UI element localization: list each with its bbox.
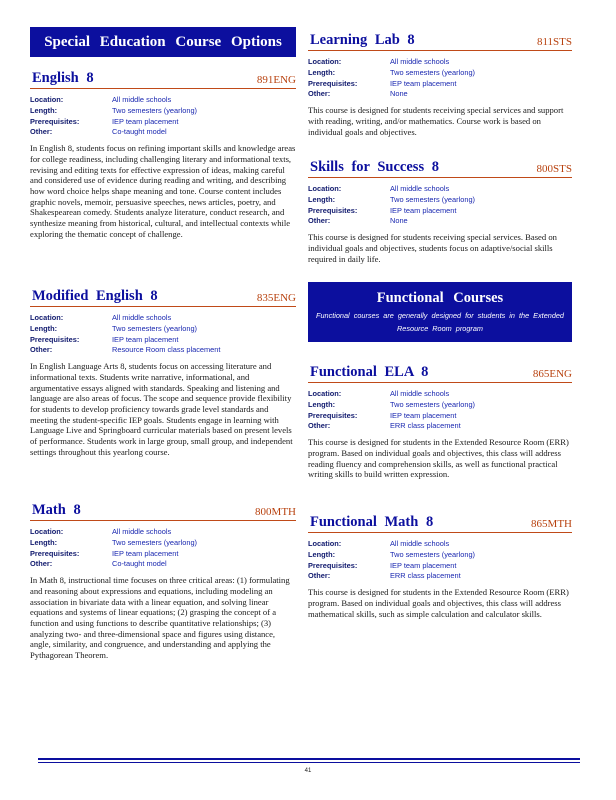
meta-prerequisites	[308, 79, 572, 90]
meta-label: Other:	[30, 345, 53, 355]
meta-label: Location:	[308, 57, 342, 66]
course-header	[30, 68, 296, 89]
meta-length	[308, 400, 572, 411]
course-header	[308, 157, 572, 178]
meta-value: All middle schools	[112, 95, 172, 104]
course-meta	[308, 184, 572, 227]
course-code: 800STS	[536, 163, 572, 175]
meta-location	[30, 95, 296, 106]
meta-label: Location:	[308, 389, 342, 398]
meta-value: IEP team placement	[112, 334, 179, 344]
page-title: Special Education Course Options	[44, 34, 282, 50]
course-description: In Math 8, instructional time focuses on three critical areas: (1) formulating and reasoning about expressions and equations, including modeling an association in bivariate data with a linear equation, and solving linear equations and systems of linear equations; (2) grasping the concept of a function and using functions to describe quantitative relationships; (3) analyzing two- and three-dimensional space and figures using distance, angle, similarity, and congruence, and understanding and applying the Pythagorean Theorem.	[30, 575, 290, 661]
meta-other	[308, 421, 572, 432]
meta-value: Two semesters (yearlong)	[390, 194, 476, 204]
meta-prerequisites	[30, 549, 296, 560]
course-title: Learning Lab 8	[310, 32, 415, 48]
meta-value: Two semesters (yearlong)	[390, 549, 476, 559]
course-code: 891ENG	[256, 74, 296, 86]
footer-rule	[38, 758, 580, 760]
meta-label: Length:	[308, 194, 336, 204]
meta-location	[308, 57, 572, 68]
course-description: This course is designed for students receiving special services and support with reading, writing, and/or mathematics. Course work is based on individual goals and objectives.	[308, 105, 564, 137]
meta-other	[30, 559, 296, 570]
meta-length	[30, 538, 296, 549]
meta-value: All middle schools	[390, 539, 450, 548]
meta-label: Other:	[30, 127, 53, 137]
course-description: This course is designed for students in the Extended Resource Room (ERR) program. Based on individual goals and objectives, this class will address reading fluency and comprehension skills, as well as functional practical writing skills to build written expression.	[308, 437, 569, 480]
meta-value: ERR class placement	[390, 571, 461, 581]
meta-label: Length:	[308, 67, 336, 77]
meta-length	[308, 550, 572, 561]
meta-label: Location:	[30, 527, 64, 536]
meta-other	[30, 127, 296, 138]
meta-location	[308, 389, 572, 400]
meta-label: Location:	[30, 95, 64, 104]
meta-location	[308, 539, 572, 550]
meta-value: Two semesters (yearlong)	[390, 67, 476, 77]
course-description: This course is designed for students in the Extended Resource Room (ERR) program. Based on individual goals and objectives, this class will address mathematical skills, such as simple calculation and calculator skills.	[308, 587, 569, 619]
meta-label: Other:	[308, 421, 331, 431]
course-title: English 8	[32, 70, 94, 86]
course-meta	[30, 95, 296, 138]
meta-other	[30, 345, 296, 356]
meta-value: Two semesters (yearlong)	[112, 323, 198, 333]
course-header	[308, 30, 572, 51]
page-number: 41	[304, 768, 312, 774]
course-learning-lab-8	[308, 30, 572, 137]
meta-label: Prerequisites:	[308, 78, 358, 88]
meta-label: Other:	[308, 89, 331, 99]
meta-value: IEP team placement	[390, 78, 457, 88]
meta-label: Length:	[30, 323, 58, 333]
meta-prerequisites	[30, 117, 296, 128]
page-header-banner	[30, 27, 296, 57]
meta-label: Length:	[308, 399, 336, 409]
meta-location	[30, 313, 296, 324]
meta-prerequisites	[308, 561, 572, 572]
meta-prerequisites	[308, 206, 572, 217]
course-meta	[30, 313, 296, 356]
meta-label: Other:	[308, 216, 331, 226]
course-functional-ela-8	[308, 362, 572, 480]
meta-value: IEP team placement	[112, 116, 179, 126]
meta-value: Two semesters (yearlong)	[390, 399, 476, 409]
meta-value: None	[390, 89, 408, 99]
meta-label: Other:	[30, 559, 53, 569]
meta-value: IEP team placement	[112, 548, 179, 558]
meta-other	[308, 89, 572, 100]
course-header	[30, 500, 296, 521]
meta-value: All middle schools	[390, 184, 450, 193]
functional-banner-title: Functional Courses	[376, 290, 504, 306]
course-title: Functional ELA 8	[310, 364, 429, 380]
meta-label: Length:	[30, 105, 58, 115]
meta-label: Prerequisites:	[30, 548, 80, 558]
meta-length	[30, 106, 296, 117]
course-meta	[30, 527, 296, 570]
meta-length	[30, 324, 296, 335]
meta-value: Two semesters (yearlong)	[112, 105, 198, 115]
functional-courses-banner	[308, 282, 572, 342]
meta-other	[308, 216, 572, 227]
meta-label: Prerequisites:	[308, 560, 358, 570]
meta-value: IEP team placement	[390, 205, 457, 215]
meta-other	[308, 571, 572, 582]
meta-label: Prerequisites:	[308, 205, 358, 215]
course-description: This course is designed for students receiving special services. Based on individual goals and objectives, students focus on adaptive/social skills required in daily life.	[308, 232, 557, 264]
course-header	[308, 362, 572, 383]
meta-location	[308, 184, 572, 195]
course-meta	[308, 539, 572, 582]
meta-value: Resource Room class placement	[112, 345, 221, 355]
footer-rule	[38, 762, 580, 763]
course-code: 835ENG	[256, 292, 296, 304]
meta-label: Length:	[30, 537, 58, 547]
course-header	[308, 512, 572, 533]
meta-value: IEP team placement	[390, 560, 457, 570]
course-skills-for-success-8	[308, 157, 572, 264]
course-code: 865MTH	[531, 518, 572, 530]
meta-value: All middle schools	[112, 313, 172, 322]
meta-value: All middle schools	[112, 527, 172, 536]
course-description: In English 8, students focus on refining important skills and knowledge areas for college readiness, including challenging literary and informational texts, revising and editing texts for effective expression of ideas, making careful and considered use of evidence during reading and writing, and describing how word choice helps shape meaning and tone. Course content includes graphic novels, memoir, persuasive speeches, news articles, poetry, and Shakespearean comedy. Students analyze literature, conduct research, and synthesize meaning from historical, cultural, and intellectual contexts while exploring the thematic concept of challenge.	[30, 143, 296, 239]
meta-label: Prerequisites:	[30, 116, 80, 126]
meta-label: Length:	[308, 549, 336, 559]
course-code: 865ENG	[532, 368, 572, 380]
meta-label: Location:	[308, 539, 342, 548]
course-meta	[308, 389, 572, 432]
functional-banner-subtitle: Functional courses are generally designed for students in the Extended Resource Room program	[316, 311, 564, 333]
meta-prerequisites	[308, 411, 572, 422]
course-title: Functional Math 8	[310, 514, 434, 530]
course-math-8	[30, 500, 296, 661]
course-code: 811STS	[536, 36, 572, 48]
course-english-8	[30, 68, 296, 240]
course-title: Modified English 8	[32, 288, 158, 304]
meta-label: Prerequisites:	[30, 334, 80, 344]
meta-value: All middle schools	[390, 389, 450, 398]
meta-label: Location:	[308, 184, 342, 193]
course-title: Skills for Success 8	[310, 159, 439, 175]
course-header	[30, 286, 296, 307]
meta-label: Location:	[30, 313, 64, 322]
meta-length	[308, 195, 572, 206]
meta-value: ERR class placement	[390, 421, 461, 431]
course-modified-english-8	[30, 286, 296, 458]
meta-value: All middle schools	[390, 57, 450, 66]
meta-value: IEP team placement	[390, 410, 457, 420]
meta-label: Other:	[308, 571, 331, 581]
course-meta	[308, 57, 572, 100]
course-functional-math-8	[308, 512, 572, 619]
meta-value: Co-taught model	[112, 127, 167, 137]
meta-label: Prerequisites:	[308, 410, 358, 420]
meta-length	[308, 68, 572, 79]
meta-value: None	[390, 216, 408, 226]
course-description: In English Language Arts 8, students focus on accessing literature and informational texts. Students write narrative, informational, and argumentative essays aligned with standards. Speaking and listening and language are also areas of focus. The scope and sequence provide flexibility for students to develop proficiency towards grade level standards and meeting the student-specific IEP goals. Students engage in learning with Language Live and Springboard curricular materials based on present levels of performance. Students work in large group, small group, and independent settings throughout this yearlong course.	[30, 361, 293, 457]
course-title: Math 8	[32, 502, 81, 518]
meta-value: Two semesters (yearlong)	[112, 537, 198, 547]
course-code: 800MTH	[255, 506, 296, 518]
meta-location	[30, 527, 296, 538]
meta-prerequisites	[30, 335, 296, 346]
meta-value: Co-taught model	[112, 559, 167, 569]
